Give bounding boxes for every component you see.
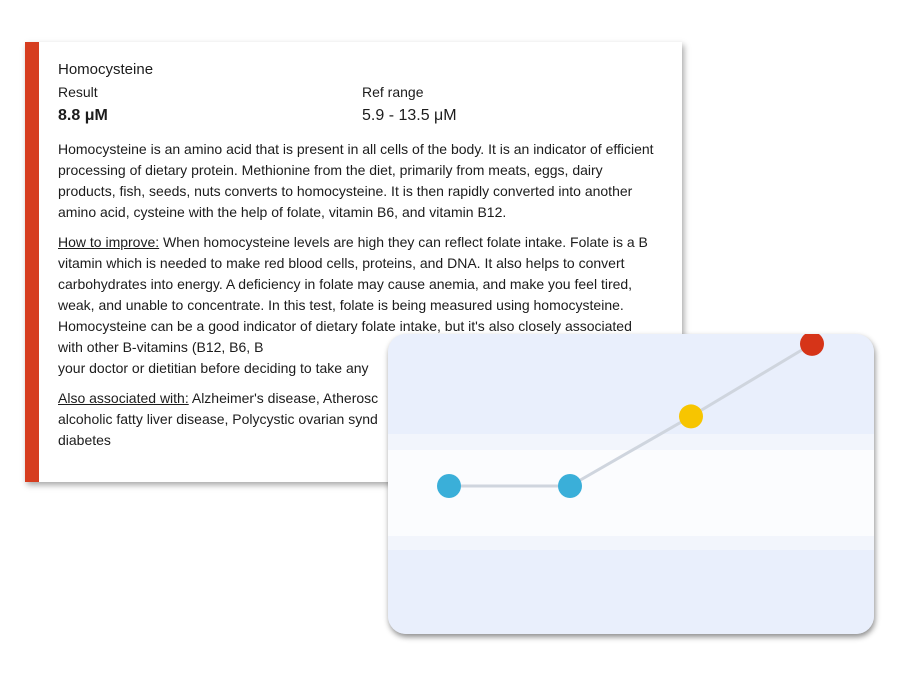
also-associated-text: Alzheimer's disease, Atherosc [188,390,379,406]
also-associated-text-3: diabetes [58,432,111,448]
marker-title: Homocysteine [58,61,154,78]
trend-chart-card [388,334,874,634]
range-band-edge-bottom [388,536,874,550]
also-associated-text-2: alcoholic fatty liver disease, Polycystic ovarian synd [58,411,378,427]
ref-range-label: Ref range [362,84,424,100]
also-associated-label: Also associated with: [58,390,189,406]
trend-point-normal[interactable] [558,474,582,498]
how-to-improve-text-tail: your doctor or dietitian before deciding to take any [58,360,369,376]
normal-range-band [388,450,874,536]
trend-chart [388,334,874,634]
trend-point-borderline[interactable] [679,404,703,428]
description-text: Homocysteine is an amino acid that is present in all cells of the body. It is an indicator of efficient processing of dietary protein. Methionine from the diet, primarily from meats, eggs, dairy products, fish, seeds, nuts converts to homocysteine. It is then rapidly converted into another amino acid, cysteine with the help of folate, vitamin B6, and vitamin B12. [58,141,654,220]
status-accent-bar [25,42,39,482]
result-label: Result [58,84,98,100]
how-to-improve-label: How to improve: [58,234,160,250]
range-band-edge-top [388,434,874,450]
trend-point-normal[interactable] [437,474,461,498]
result-value: 8.8 μM [58,107,108,124]
how-to-improve-text: When homocysteine levels are high they can reflect folate intake. Folate is a B vitamin which is needed to make red blood cells, proteins, and DNA. It also helps to convert carbohydrates into energy. A deficiency in folate may cause anemia, and make you feel tired, weak, and unable to concentrate. In this test, folate is being measured using homocysteine. Homocysteine can be a good indicator of dietary folate intake, but it's also closely associated with other B-vitamins (B12, B6, B [58,234,648,355]
ref-range-value: 5.9 - 13.5 μM [362,107,457,124]
